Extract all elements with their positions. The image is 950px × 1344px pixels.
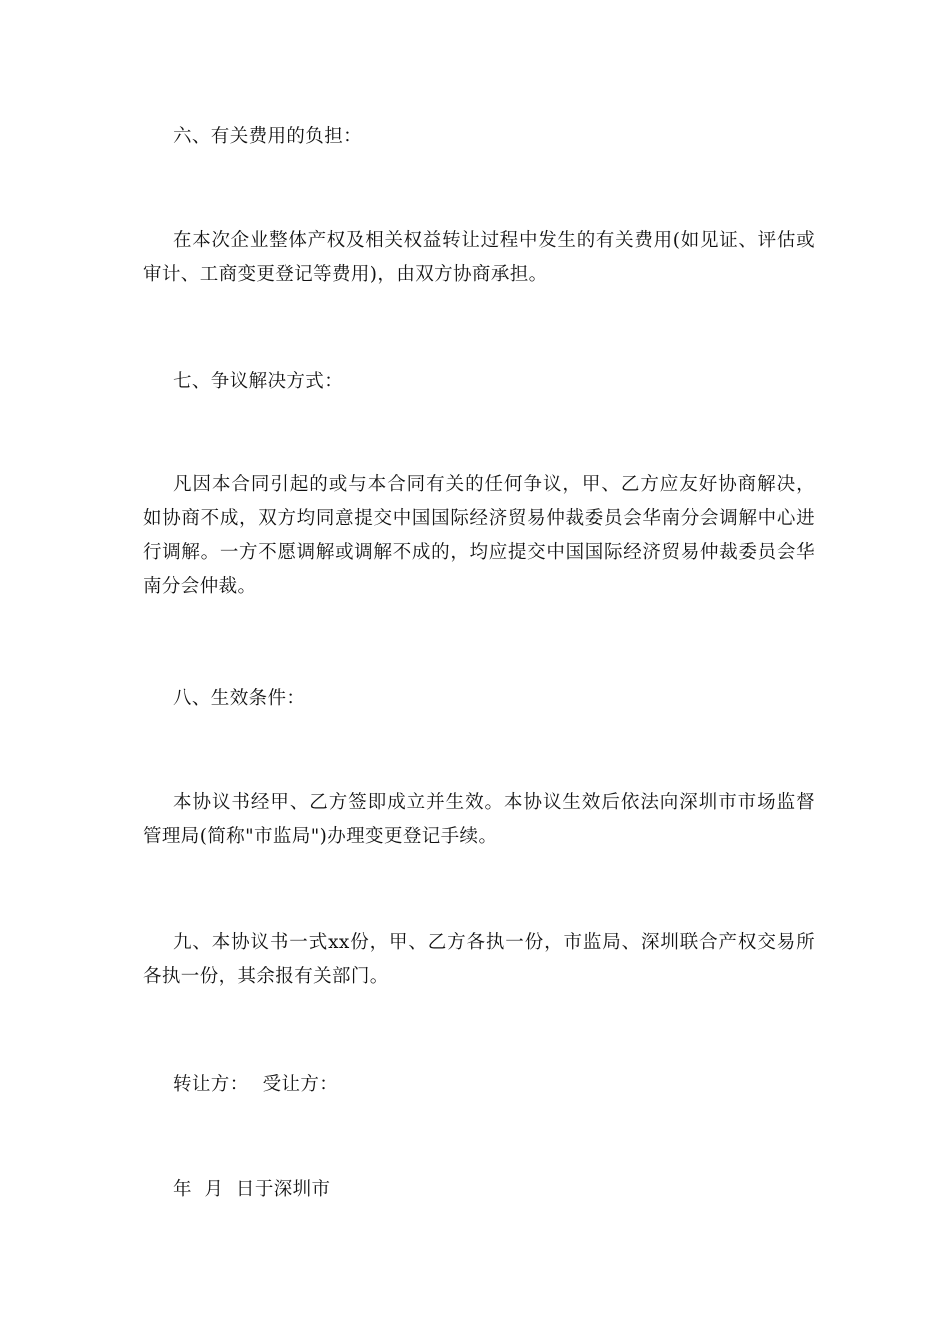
section-7-body: 凡因本合同引起的或与本合同有关的任何争议，甲、乙方应友好协商解决，如协商不成，双方均同意提交中国国际经济贸易仲裁委员会华南分会调解中心进行调解。一方不愿调解或调解不成的，均应提交中国国际经济贸易仲裁委员会华南分会仲裁。 xyxy=(143,474,815,597)
date-line: 年 月 日于深圳市 xyxy=(173,1179,331,1200)
signature-line xyxy=(173,1068,338,1102)
section-8-body: 本协议书经甲、乙方签即成立并生效。本协议生效后依法向深圳市市场监督管理局(简称"市监局")办理变更登记手续。 xyxy=(143,792,815,847)
section-8-heading: 八、生效条件： xyxy=(173,688,306,709)
section-6-heading: 六、有关费用的负担： xyxy=(173,126,363,147)
section-7-heading: 七、争议解决方式： xyxy=(173,371,344,392)
section-6-body: 在本次企业整体产权及相关权益转让过程中发生的有关费用(如见证、评估或审计、工商变更登记等费用)，由双方协商承担。 xyxy=(143,230,815,285)
section-9-body: 九、本协议书一式xx份，甲、乙方各执一份，市监局、深圳联合产权交易所各执一份，其余报有关部门。 xyxy=(143,932,815,987)
transferee-label: 受让方： xyxy=(262,1074,339,1095)
transferor-label: 转让方： xyxy=(173,1074,249,1095)
